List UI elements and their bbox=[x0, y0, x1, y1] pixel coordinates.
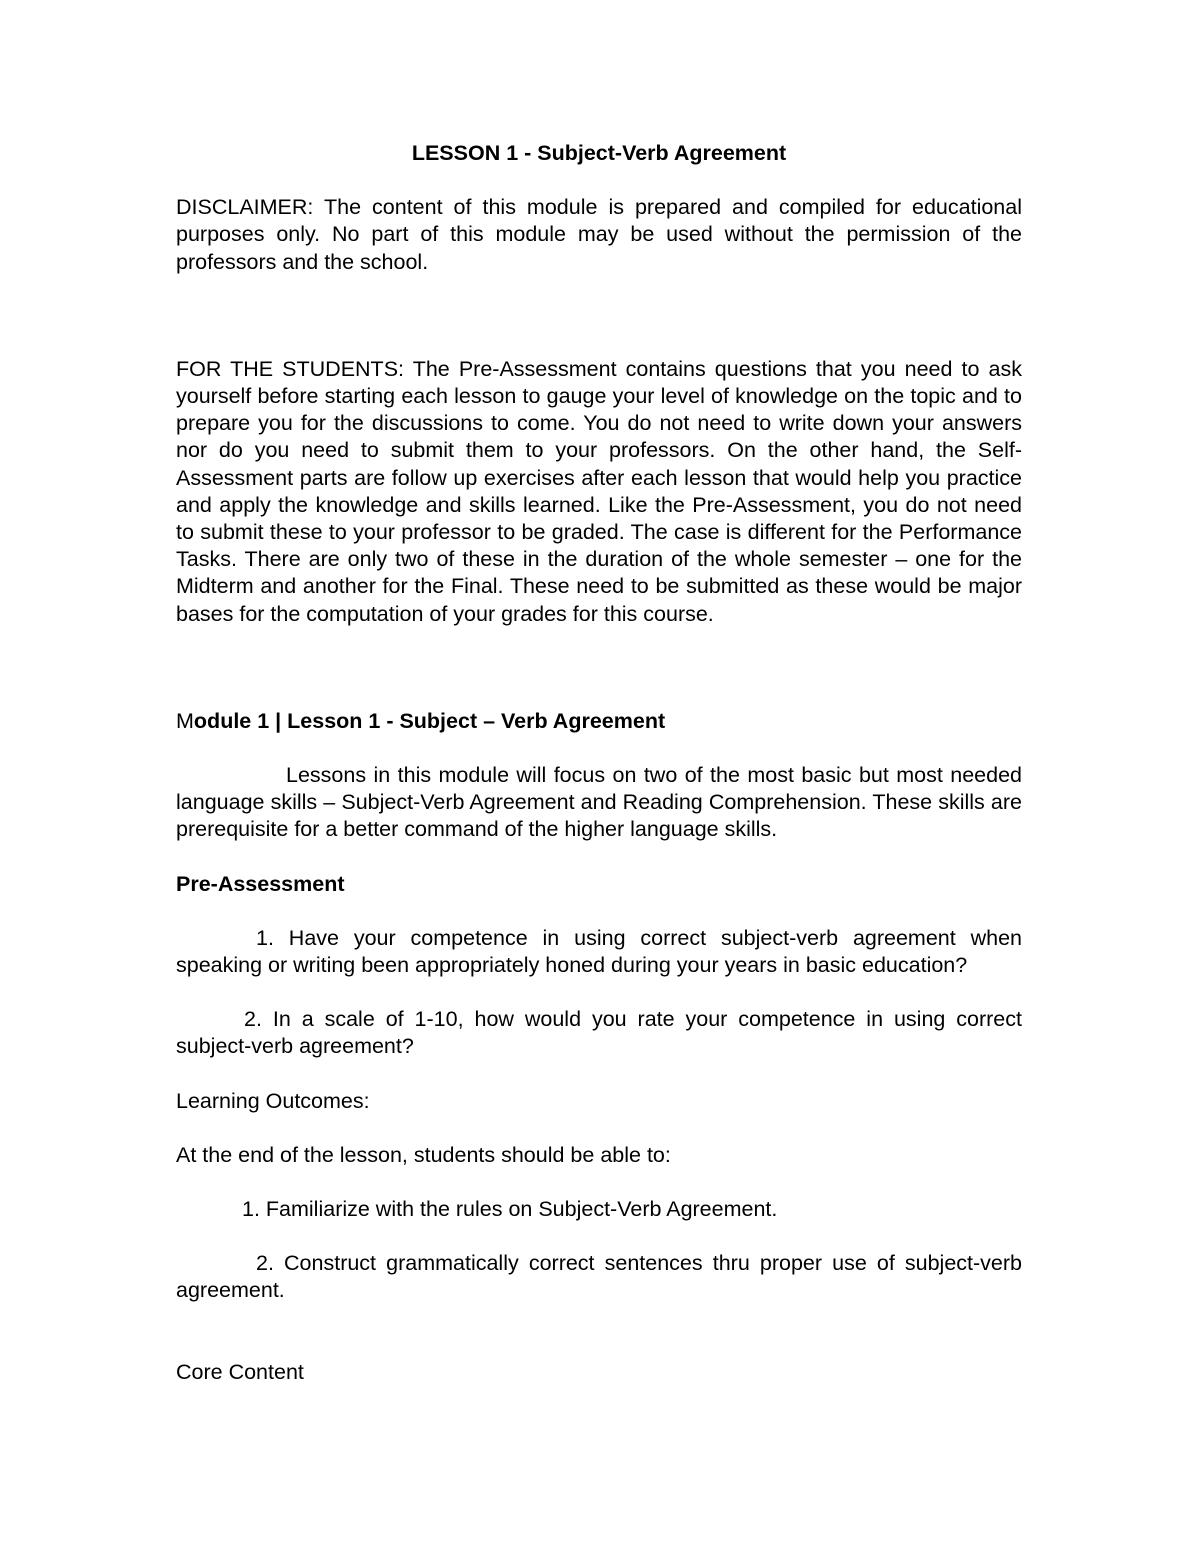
pre-assessment-heading: Pre-Assessment bbox=[176, 871, 345, 896]
module-heading-lead: M bbox=[176, 708, 194, 733]
outcomes-intro: At the end of the lesson, students should be able to: bbox=[176, 1142, 671, 1167]
for-students-paragraph: FOR THE STUDENTS: The Pre-Assessment contains questions that you need to ask yourself before starting each lesson to gauge your level of knowledge on the topic and to prepare you for the discussions to come. You do not need to write down your answers nor do you need to submit them to your professors. On the other hand, the Self-Assessment parts are follow up exercises after each lesson that would help you practice and apply the knowledge and skills learned. Like the Pre-Assessment, you do not need to submit these to your professor to be graded. The case is different for the Performance Tasks. There are only two of these in the duration of the whole semester – one for the Midterm and another for the Final. These need to be submitted as these would be major bases for the computation of your grades for this course. bbox=[176, 356, 1022, 626]
outcome-item-1: 1. Familiarize with the rules on Subject-Verb Agreement. bbox=[242, 1197, 778, 1222]
learning-outcomes-heading: Learning Outcomes: bbox=[176, 1088, 370, 1113]
core-content-heading: Core Content bbox=[176, 1359, 304, 1384]
pre-assessment-question-1: 1. Have your competence in using correct subject-verb agreement when speaking or writing been appropriately honed during your years in basic education? bbox=[176, 925, 1022, 978]
module-intro-paragraph: Lessons in this module will focus on two of the most basic but most needed language skills – Subject-Verb Agreement and Reading Comprehension. These skills are prerequisite for a better command of the higher language skills. bbox=[176, 763, 1022, 842]
document-page bbox=[176, 140, 1022, 1386]
disclaimer-paragraph: DISCLAIMER: The content of this module is prepared and compiled for educational purposes only. No part of this module may be used without the permission of the professors and the school. bbox=[176, 195, 1022, 274]
outcome-item-2: 2. Construct grammatically correct sentences thru proper use of subject-verb agreement. bbox=[176, 1251, 1022, 1303]
module-heading bbox=[176, 708, 1022, 735]
pre-assessment-question-2: 2. In a scale of 1-10, how would you rate your competence in using correct subject-verb agreement? bbox=[176, 1007, 1022, 1059]
module-heading-rest: odule 1 | Lesson 1 - Subject – Verb Agreement bbox=[193, 708, 666, 733]
lesson-title: LESSON 1 - Subject-Verb Agreement bbox=[411, 141, 787, 165]
